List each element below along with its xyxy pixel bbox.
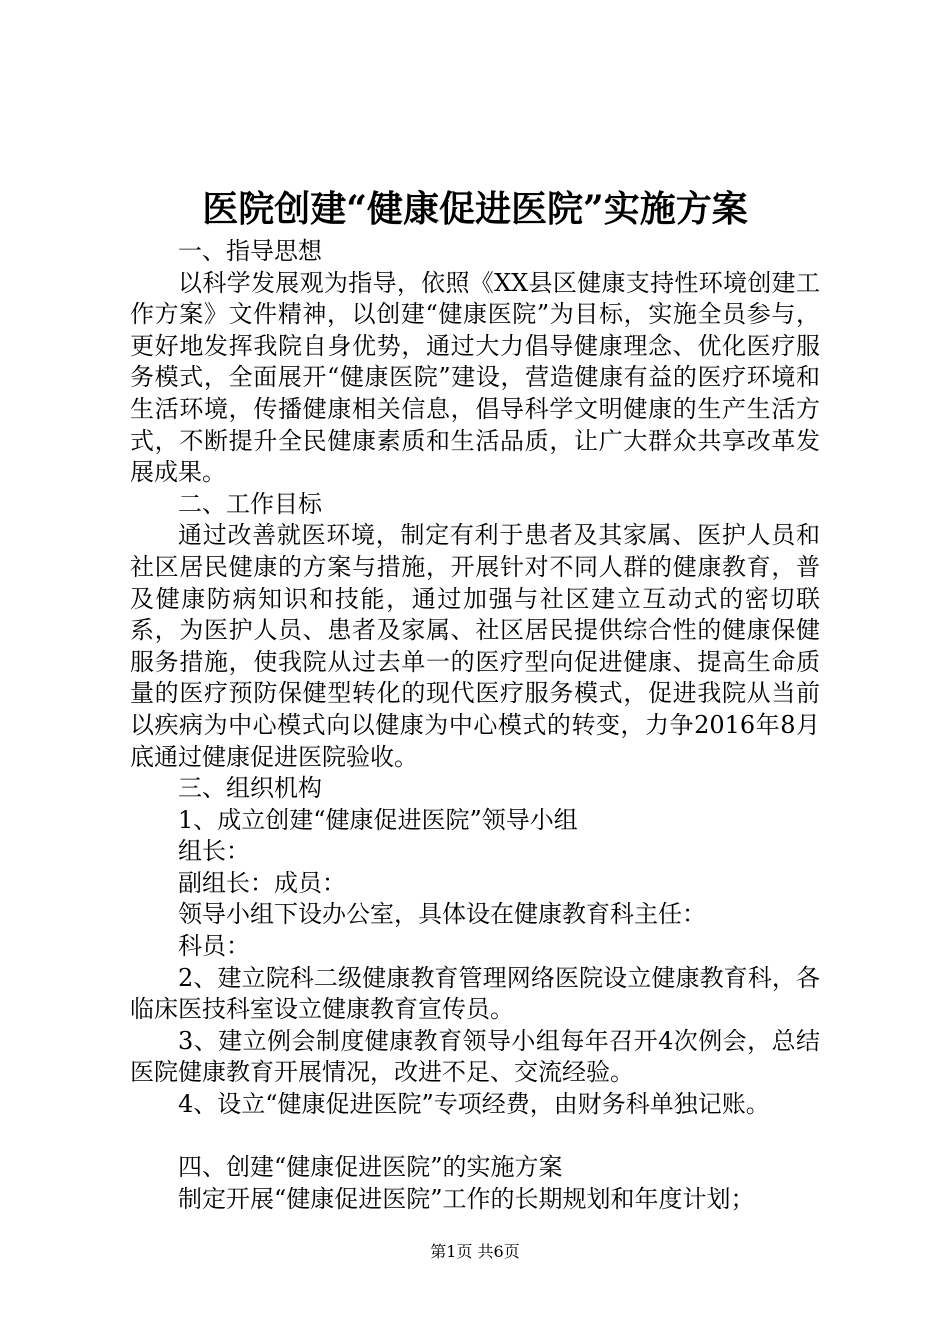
line-staff: 科员： <box>178 932 250 961</box>
item-management-network: 2、建立院科二级健康教育管理网络医院设立健康教育科，各临床医技科室设立健康教育宣传员。 <box>130 963 820 1024</box>
paragraph-guiding-ideology: 以科学发展观为指导，依照《XX县区健康支持性环境创建工作方案》文件精神，以创建“健康医院”为目标，实施全员参与，更好地发挥我院自身优势，通过大力倡导健康理念、优化医疗服务模式，全面展开“健康医院”建设，营造健康有益的医疗环境和生活环境，传播健康相关信息，倡导科学文明健康的生产生活方式，不断提升全民健康素质和生活品质，让广大群众共享改革发展成果。 <box>130 268 820 487</box>
item-leading-group: 1、成立创建“健康促进医院”领导小组 <box>178 805 578 834</box>
blank-line <box>130 1121 820 1153</box>
page-number-footer: 第1页 共6页 <box>430 1242 520 1261</box>
heading-guiding-ideology: 一、指导思想 <box>178 237 322 265</box>
document-title: 医院创建“健康促进医院”实施方案 <box>202 188 748 230</box>
line-group-leader: 组长： <box>178 837 250 866</box>
line-office: 领导小组下设办公室，具体设在健康教育科主任： <box>178 900 706 929</box>
paragraph-implementation-plan: 制定开展“健康促进医院”工作的长期规划和年度计划； <box>178 1184 755 1213</box>
item-meeting-system: 3、建立例会制度健康教育领导小组每年召开4次例会，总结医院健康教育开展情况，改进不足、交流经验。 <box>130 1026 820 1087</box>
document-body <box>130 236 820 1215</box>
item-special-funds: 4、设立“健康促进医院”专项经费，由财务科单独记账。 <box>178 1090 770 1119</box>
paragraph-work-goals: 通过改善就医环境，制定有利于患者及其家属、医护人员和社区居民健康的方案与措施，开展针对不同人群的健康教育，普及健康防病知识和技能，通过加强与社区建立互动式的密切联系，为医护人员、患者及家属、社区居民提供综合性的健康保健服务措施，使我院从过去单一的医疗型向促进健康、提高生命质量的医疗预防保健型转化的现代医疗服务模式，促进我院从当前以疾病为中心模式向以健康为中心模式的转变，力争2016年8月底通过健康促进医院验收。 <box>130 521 820 771</box>
heading-work-goals: 二、工作目标 <box>178 489 322 518</box>
heading-organization: 三、组织机构 <box>178 774 322 803</box>
line-deputy-leader: 副组长：成员： <box>178 868 346 897</box>
heading-implementation-plan: 四、创建“健康促进医院”的实施方案 <box>178 1153 563 1182</box>
